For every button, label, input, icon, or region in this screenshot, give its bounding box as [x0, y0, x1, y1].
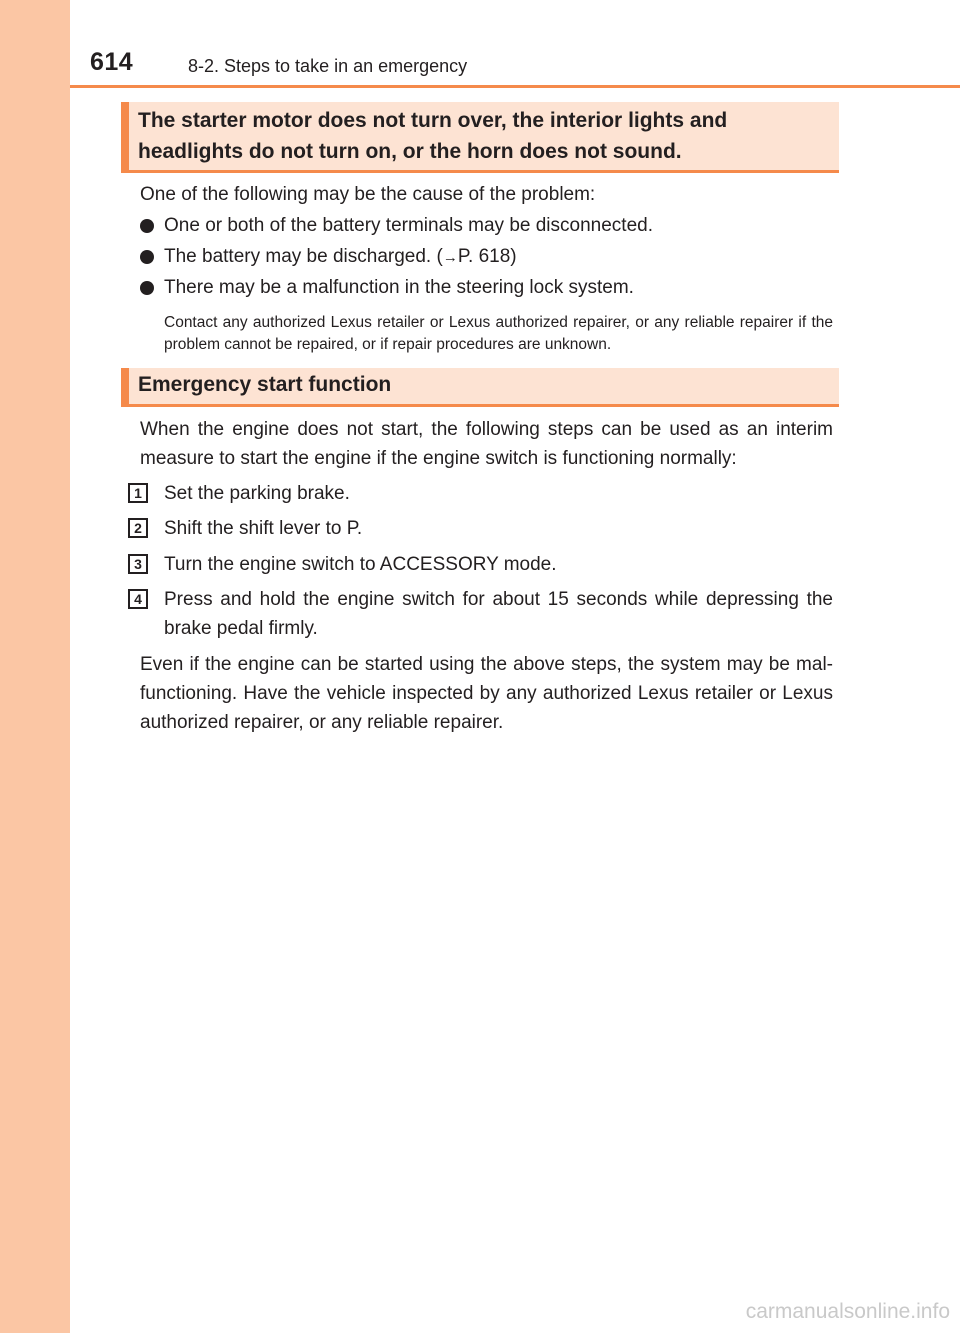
- step-number-badge: 3: [128, 554, 148, 574]
- section-heading-starter: The starter motor does not turn over, the interior lights and headlights do not turn on, or the horn does not sound.: [121, 102, 839, 173]
- page-reference-link[interactable]: P. 618): [457, 246, 517, 267]
- watermark: carmanualsonline.info: [745, 1300, 950, 1323]
- bullet-text: One or both of the battery terminals may be disconnected.: [164, 215, 653, 236]
- step-text: Set the parking brake.: [164, 483, 350, 504]
- bullet-text: There may be a malfunction in the steering lock system.: [164, 277, 634, 298]
- section-heading-emergency-start: Emergency start function: [121, 368, 839, 407]
- step-number-badge: 1: [128, 483, 148, 503]
- arrow-right-icon: →: [442, 249, 458, 266]
- step-text: Turn the engine switch to ACCESSORY mode.: [164, 554, 557, 575]
- chapter-title: 8-2. Steps to take in an emergency: [188, 56, 468, 76]
- cause-intro: One of the following may be the cause of the problem:: [140, 184, 596, 205]
- bullet-text: The battery may be discharged. (→P. 618): [164, 246, 517, 267]
- step-text: Press and hold the engine switch for about 15 seconds while depressing the brake pedal firmly.: [164, 589, 833, 639]
- page-number: 614: [90, 48, 134, 76]
- side-strip: [0, 0, 70, 1333]
- step-number-badge: 2: [128, 518, 148, 538]
- step-text: Shift the shift lever to P.: [164, 518, 363, 539]
- emergency-intro: When the engine does not start, the following steps can be used as an interim measure to start the engine if the engine switch is functioning normally:: [140, 419, 833, 469]
- bullet-icon: [140, 281, 154, 295]
- bullet-icon: [140, 250, 154, 264]
- closing-paragraph: Even if the engine can be started using the above steps, the system may be mal-functioning. Have the vehicle inspected by any authorized Lexus retailer or Lexus authorized repairer, or any reliable repairer.: [140, 654, 833, 733]
- step-number-badge: 4: [128, 589, 148, 609]
- repair-note: Contact any authorized Lexus retailer or Lexus authorized repairer, or any reliable repairer if the problem cannot be repaired, or if repair procedures are unknown.: [164, 314, 833, 353]
- bullet-icon: [140, 219, 154, 233]
- header-rule: [70, 85, 960, 88]
